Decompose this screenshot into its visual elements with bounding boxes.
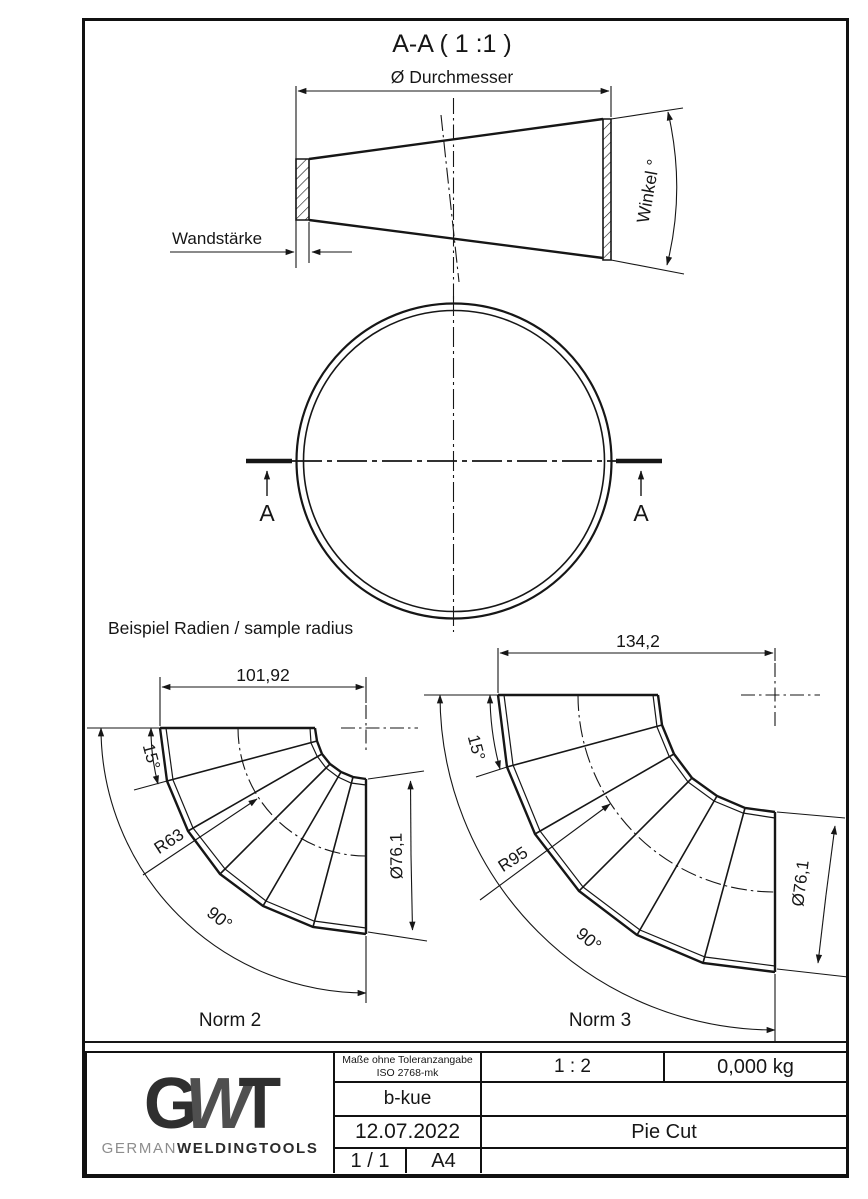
section-title: A-A ( 1 :1 ) [392,30,512,58]
bend-angle-value: 90° [203,902,237,935]
logo-letter-t: T [238,1061,277,1144]
gwt-logo [143,1061,277,1144]
angle-label: Winkel ° [632,157,664,225]
radius-value: R63 [150,824,188,858]
pipe-diameter-value: Ø76,1 [788,859,813,908]
scale-cell [482,1053,665,1083]
date-cell [335,1117,482,1149]
date-value: 12.07.2022 [354,1120,461,1143]
title-block [85,1051,848,1176]
segment-angle-value: 15° [138,741,164,772]
paper-format-cell [407,1149,482,1173]
angle-leg-top [611,108,683,119]
norm3-view [424,631,848,1041]
part-title-cell [482,1117,846,1149]
extension-line [368,771,424,779]
logo-letter-w: W [185,1061,247,1144]
empty-cell [482,1149,846,1173]
angle-leg-bottom [611,260,684,274]
tolerance-note-line2: ISO 2768-mk [376,1067,439,1079]
part-title-value: Pie Cut [631,1120,697,1143]
segment-joints [167,741,353,927]
dimension-line [411,855,413,930]
tolerance-note-line1: Maße ohne Toleranzangabe [342,1054,473,1066]
brand-weldingtools: WELDINGTOOLS [177,1139,319,1157]
norm2-view [87,665,427,1031]
wall-thickness-label: Wandstärke [172,229,263,248]
joint-extension [476,767,507,777]
weight-value: 0,000 kg [717,1055,794,1078]
extension-line [777,969,848,977]
cone-wall-large-end [603,119,611,260]
empty-cell [482,1083,846,1117]
scale-value: 1 : 2 [554,1056,591,1077]
radius-value: R95 [494,842,532,876]
brand-german: GERMAN [101,1139,177,1157]
author-value: b-kue [383,1088,432,1109]
section-view [170,30,684,300]
section-letter-left: A [259,500,275,526]
cone-top-edge [309,119,603,159]
paper-format-value: A4 [431,1149,456,1172]
bend-angle-value: 90° [572,923,606,956]
author-cell [335,1083,482,1117]
dimension-line [411,781,412,855]
extension-line [777,812,845,818]
logo-cell [87,1053,335,1173]
logo-letter-g: G [143,1061,194,1144]
segment-angle-value: 15° [463,732,489,763]
tolerance-note-cell [335,1053,482,1083]
norm2-caption: Norm 2 [198,1010,262,1031]
section-letter-right: A [633,500,649,526]
diameter-label: Ø Durchmesser [390,67,514,87]
joint-extension [134,781,167,790]
plan-view [246,296,662,632]
width-value: 101,92 [236,665,290,685]
angle-arc [667,112,677,265]
dimension-line [818,895,826,963]
radius-leader [480,804,610,900]
extension-line [368,932,427,941]
pipe-diameter-value: Ø76,1 [386,832,407,880]
dimension-line [826,826,835,895]
samples-heading: Beispiel Radien / sample radius [108,618,354,638]
sheet-number-cell [335,1149,407,1173]
weight-cell [665,1053,846,1083]
width-value: 134,2 [616,631,660,651]
sheet-number-value: 1 / 1 [350,1149,390,1172]
norm3-caption: Norm 3 [568,1010,632,1031]
cone-wall-small-end [296,159,309,220]
